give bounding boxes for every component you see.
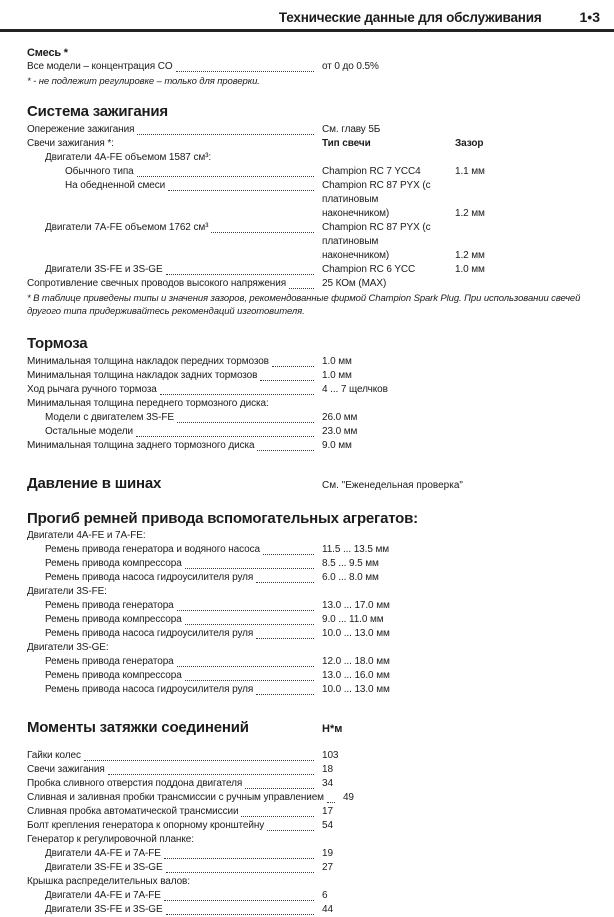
spec-label: Двигатели 3S-FE: <box>27 585 107 599</box>
dotted-leader <box>256 638 314 639</box>
section-heading-value: Н*м <box>322 723 342 735</box>
spec-gap-value: Зазор <box>455 137 483 151</box>
spec-row <box>27 543 600 557</box>
spec-value: 8.5 ... 9.5 мм <box>322 557 600 571</box>
spec-row <box>27 571 600 585</box>
section-heading: Моменты затяжки соединений <box>27 719 322 736</box>
spec-label: Сливная пробка автоматической трансмиссии <box>27 805 238 819</box>
spec-value: 49 <box>343 791 600 805</box>
spec-value: 27 <box>322 861 600 875</box>
spec-label: Двигатели 3S-FE и 3S-GE <box>45 903 163 917</box>
spec-label: Минимальная толщина переднего тормозного диска: <box>27 397 269 411</box>
dotted-leader <box>257 450 314 451</box>
spec-row-left <box>27 179 322 193</box>
spec-label: Генератор к регулировочной планке: <box>27 833 194 847</box>
spec-row <box>27 875 600 889</box>
spec-row-left <box>27 397 322 411</box>
spec-label: Модели с двигателем 3S-FE <box>45 411 174 425</box>
spec-label: Минимальная толщина накладок задних тормозов <box>27 369 257 383</box>
spec-row-left <box>27 791 343 805</box>
spec-row <box>27 165 600 179</box>
spec-value: 10.0 ... 13.0 мм <box>322 683 600 697</box>
spec-row-left <box>27 749 322 763</box>
spec-row-left <box>27 277 322 291</box>
spec-label: Опережение зажигания <box>27 123 134 137</box>
section-heading-value: См. "Еженедельная проверка" <box>322 480 463 491</box>
spec-value: 12.0 ... 18.0 мм <box>322 655 600 669</box>
spec-value: Champion RC 6 YCC <box>322 263 455 277</box>
spec-row <box>27 833 600 847</box>
spec-label: Двигатели 4A-FE и 7A-FE <box>45 889 161 903</box>
spec-row-left <box>27 763 322 777</box>
spec-row-left <box>27 805 322 819</box>
dotted-leader <box>260 380 314 381</box>
spec-row-left <box>27 627 322 641</box>
spec-label: Ремень привода насоса гидроусилителя руля <box>45 571 253 585</box>
spec-label: Пробка сливного отверстия поддона двигателя <box>27 777 242 791</box>
spec-row <box>27 397 600 411</box>
spec-label: Ремень привода насоса гидроусилителя руля <box>45 683 253 697</box>
spec-value: 23.0 мм <box>322 425 600 439</box>
dotted-leader <box>166 872 314 873</box>
spec-row-left <box>27 263 322 277</box>
dotted-leader <box>168 190 314 191</box>
section-tire-pressure <box>27 475 600 492</box>
spec-label: Свечи зажигания *: <box>27 137 114 151</box>
section-heading-row <box>27 510 600 527</box>
spec-row-left <box>27 889 322 903</box>
spec-label: Ремень привода генератора <box>45 655 174 669</box>
spec-row <box>27 557 600 571</box>
spec-label: Ход рычага ручного тормоза <box>27 383 157 397</box>
spec-value: от 0 до 0.5% <box>322 60 600 74</box>
spec-label: На обедненной смеси <box>65 179 165 193</box>
spec-row-left <box>27 847 322 861</box>
spec-row-left <box>27 833 322 847</box>
spec-row-left <box>27 425 322 439</box>
dotted-leader <box>267 830 314 831</box>
spec-value: 10.0 ... 13.0 мм <box>322 627 600 641</box>
spec-value: 13.0 ... 17.0 мм <box>322 599 600 613</box>
spec-row-left <box>27 585 322 599</box>
spec-row-left <box>27 355 322 369</box>
spec-row-left <box>27 369 322 383</box>
spec-value: 34 <box>322 777 600 791</box>
dotted-leader <box>177 610 314 611</box>
dotted-leader <box>136 436 314 437</box>
spec-value: 19 <box>322 847 600 861</box>
dotted-leader <box>137 176 314 177</box>
section-mixture <box>27 47 600 89</box>
spec-label: Болт крепления генератора к опорному кронштейну <box>27 819 264 833</box>
spec-label: Ремень привода компрессора <box>45 669 182 683</box>
dotted-leader <box>177 422 314 423</box>
spec-gap-value: 1.1 мм <box>455 165 485 179</box>
spec-row <box>27 411 600 425</box>
spec-value: 44 <box>322 903 600 917</box>
spec-row-left <box>27 861 322 875</box>
spec-label: Сливная и заливная пробки трансмиссии с ручным управлением <box>27 791 324 805</box>
document-body <box>0 47 614 917</box>
spec-row <box>27 847 600 861</box>
spec-row <box>27 669 600 683</box>
spec-row <box>27 805 600 819</box>
spec-row <box>27 777 600 791</box>
spec-label: Двигатели 3S-GE: <box>27 641 109 655</box>
spec-value: 9.0 ... 11.0 мм <box>322 613 600 627</box>
spec-row-left <box>27 875 322 889</box>
spec-row-left <box>27 669 322 683</box>
footnote: * В таблице приведены типы и значения зазоров, рекомендованные фирмой Champion Spark Plug. При использовании свечей другого типа придерживайтесь рекомендаций изготовителя. <box>27 293 600 318</box>
spec-row <box>27 123 600 137</box>
spec-label: Обычного типа <box>65 165 134 179</box>
spec-row <box>27 355 600 369</box>
spec-label: Сопротивление свечных проводов высокого напряжения <box>27 277 286 291</box>
section-heading-row <box>27 47 600 59</box>
spec-value: 6.0 ... 8.0 мм <box>322 571 600 585</box>
spec-row <box>27 627 600 641</box>
dotted-leader <box>166 274 314 275</box>
spec-row-left <box>27 777 322 791</box>
dotted-leader <box>289 288 314 289</box>
spec-row <box>27 861 600 875</box>
spec-label: Двигатели 4A-FE объемом 1587 см³: <box>45 151 211 165</box>
section-heading: Система зажигания <box>27 103 168 120</box>
section-heading-row <box>27 719 600 736</box>
spec-row <box>27 889 600 903</box>
spec-gap-value: 1.0 мм <box>455 263 485 277</box>
spec-row <box>27 221 600 263</box>
spec-row <box>27 683 600 697</box>
dotted-leader <box>176 71 314 72</box>
spec-row-left <box>27 529 322 543</box>
dotted-leader <box>272 366 314 367</box>
dotted-leader <box>211 232 314 233</box>
spec-row-left <box>27 151 322 165</box>
dotted-leader <box>256 694 314 695</box>
spec-label: Ремень привода компрессора <box>45 557 182 571</box>
spec-row-left <box>27 599 322 613</box>
spec-row-left <box>27 221 322 235</box>
spec-row-left <box>27 543 322 557</box>
dotted-leader <box>256 582 314 583</box>
spec-row-left <box>27 411 322 425</box>
spec-row <box>27 137 600 151</box>
spec-label: Минимальная толщина накладок передних тормозов <box>27 355 269 369</box>
section-brakes <box>27 335 600 453</box>
spec-label: Ремень привода генератора и водяного насоса <box>45 543 260 557</box>
spec-row <box>27 369 600 383</box>
spec-value: 13.0 ... 16.0 мм <box>322 669 600 683</box>
spec-label: Двигатели 7A-FE объемом 1762 см³ <box>45 221 208 235</box>
spec-row-left <box>27 683 322 697</box>
spec-value: 1.0 мм <box>322 369 600 383</box>
page-header <box>0 0 614 25</box>
spec-gap-value: 1.2 мм <box>455 249 485 263</box>
dotted-leader <box>241 816 314 817</box>
spec-row-left <box>27 439 322 453</box>
spec-row-left <box>27 165 322 179</box>
spec-label: Двигатели 4A-FE и 7A-FE <box>45 847 161 861</box>
dotted-leader <box>185 624 314 625</box>
spec-row-left <box>27 60 322 74</box>
spec-label: Двигатели 4A-FE и 7A-FE: <box>27 529 146 543</box>
spec-row-left <box>27 123 322 137</box>
spec-value: 9.0 мм <box>322 439 600 453</box>
section-heading-row <box>27 335 600 352</box>
spec-value: 1.0 мм <box>322 355 600 369</box>
spec-label: Ремень привода насоса гидроусилителя руля <box>45 627 253 641</box>
spec-row-left <box>27 383 322 397</box>
footnote: * - не подлежит регулировке – только для проверки. <box>27 76 600 89</box>
spec-value: 11.5 ... 13.5 мм <box>322 543 600 557</box>
spec-value: Champion RC 7 YCC4 <box>322 165 455 179</box>
section-ignition <box>27 103 600 318</box>
page-title: Технические данные для обслуживания <box>279 10 542 25</box>
dotted-leader <box>185 680 314 681</box>
section-heading: Прогиб ремней привода вспомогательных агрегатов: <box>27 510 418 527</box>
dotted-leader <box>185 568 314 569</box>
dotted-leader <box>166 914 314 915</box>
spec-row <box>27 60 600 74</box>
header-rule <box>0 29 614 32</box>
spec-row <box>27 749 600 763</box>
spec-row <box>27 383 600 397</box>
page-number: 1•3 <box>580 9 600 25</box>
spec-row <box>27 585 600 599</box>
spec-value: 18 <box>322 763 600 777</box>
spec-label: Остальные модели <box>45 425 133 439</box>
dotted-leader <box>108 774 314 775</box>
spec-label: Двигатели 3S-FE и 3S-GE <box>45 861 163 875</box>
spec-label: Минимальная толщина заднего тормозного диска <box>27 439 254 453</box>
spec-row <box>27 277 600 291</box>
spec-row-left <box>27 137 322 151</box>
spec-row <box>27 263 600 277</box>
dotted-leader <box>137 134 314 135</box>
spec-label: Все модели – концентрация CO <box>27 60 173 74</box>
dotted-leader <box>177 666 314 667</box>
section-heading: Смесь * <box>27 47 68 59</box>
spec-value: 25 КОм (MAX) <box>322 277 600 291</box>
dotted-leader <box>164 900 314 901</box>
dotted-leader <box>263 554 314 555</box>
spec-value: Тип свечи <box>322 137 455 151</box>
section-heading-row <box>27 475 600 492</box>
spec-row <box>27 599 600 613</box>
spec-label: Свечи зажигания <box>27 763 105 777</box>
spec-value: Champion RC 87 PYX (с платиновым наконечником) <box>322 221 455 263</box>
dotted-leader <box>327 802 335 803</box>
section-heading: Давление в шинах <box>27 475 322 492</box>
spec-value: 54 <box>322 819 600 833</box>
spec-label: Двигатели 3S-FE и 3S-GE <box>45 263 163 277</box>
dotted-leader <box>160 394 314 395</box>
spec-row <box>27 151 600 165</box>
spec-value: См. главу 5Б <box>322 123 600 137</box>
spec-value: Champion RC 87 PYX (с платиновым наконечником) <box>322 179 455 221</box>
dotted-leader <box>84 760 314 761</box>
spec-value: 26.0 мм <box>322 411 600 425</box>
spec-row-left <box>27 655 322 669</box>
spec-value: 6 <box>322 889 600 903</box>
spec-row <box>27 903 600 917</box>
spec-label: Гайки колес <box>27 749 81 763</box>
spec-label: Ремень привода генератора <box>45 599 174 613</box>
section-heading: Тормоза <box>27 335 87 352</box>
spec-label: Ремень привода компрессора <box>45 613 182 627</box>
spec-row <box>27 791 600 805</box>
dotted-leader <box>245 788 314 789</box>
spec-row <box>27 179 600 221</box>
spec-row-left <box>27 613 322 627</box>
spec-row <box>27 641 600 655</box>
spec-gap-value: 1.2 мм <box>455 207 485 221</box>
spec-row <box>27 439 600 453</box>
spec-value: 103 <box>322 749 600 763</box>
spec-value: 17 <box>322 805 600 819</box>
spec-row-left <box>27 903 322 917</box>
spec-row <box>27 529 600 543</box>
spec-row <box>27 613 600 627</box>
spec-label: Крышка распределительных валов: <box>27 875 190 889</box>
dotted-leader <box>164 858 314 859</box>
spec-value: 4 ... 7 щелчков <box>322 383 600 397</box>
spec-row-left <box>27 641 322 655</box>
spec-row-left <box>27 819 322 833</box>
spec-row-left <box>27 557 322 571</box>
section-belt-deflection <box>27 510 600 697</box>
section-torques <box>27 719 600 917</box>
spec-row <box>27 763 600 777</box>
spec-row-left <box>27 571 322 585</box>
spec-row <box>27 425 600 439</box>
spec-row <box>27 819 600 833</box>
spec-row <box>27 655 600 669</box>
section-heading-row <box>27 103 600 120</box>
